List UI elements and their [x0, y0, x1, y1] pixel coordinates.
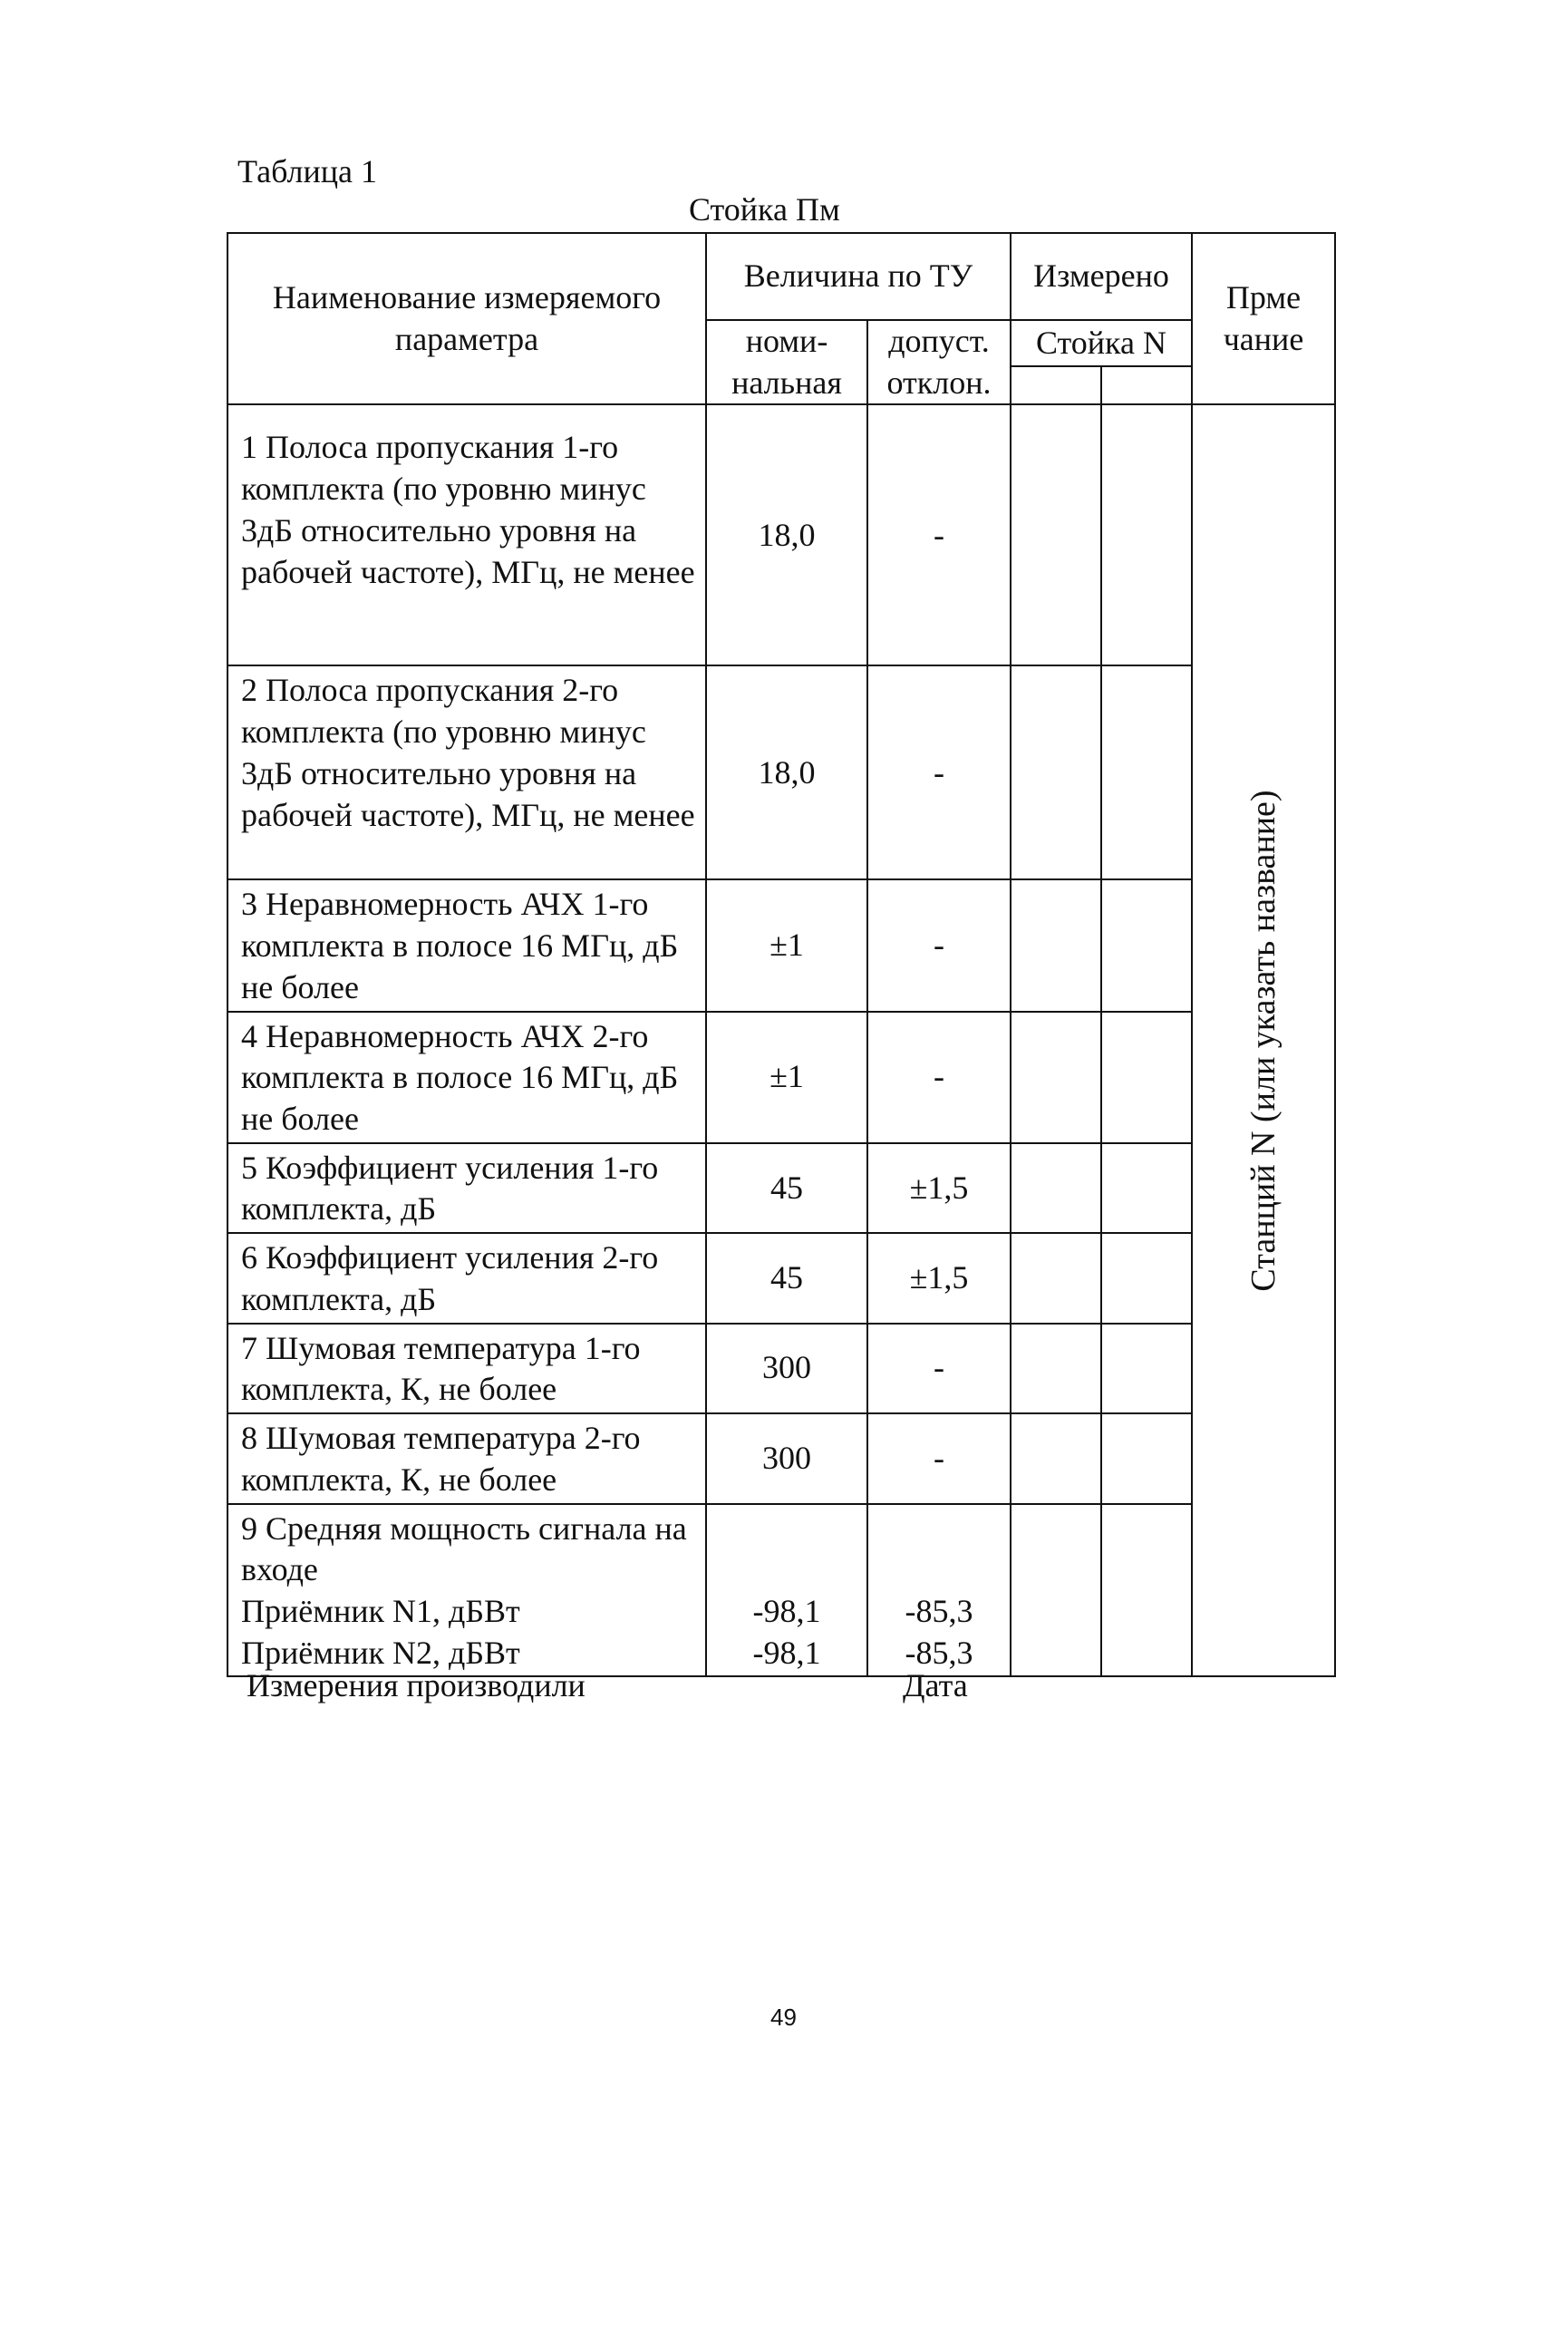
- header-parameter-name: [227, 233, 706, 404]
- row-9-tolerance-1: -85,3: [905, 1592, 973, 1629]
- table-row-7-tolerance: -: [867, 1324, 1011, 1413]
- row-9-receiver-2: Приёмник N2, дБВт: [241, 1634, 520, 1671]
- table-row-7-parameter: 7 Шумовая температура 1-го комплекта, К, не более: [227, 1324, 706, 1413]
- header-tolerance: [867, 320, 1011, 404]
- table-row-9-measured-1: [1011, 1504, 1101, 1677]
- header-tolerance-line1: допуст.: [888, 323, 990, 359]
- table-row-5-parameter: 5 Коэффициент усиления 1-го комплекта, дБ: [227, 1143, 706, 1233]
- table-row-6-parameter: 6 Коэффициент усиления 2-го комплекта, дБ: [227, 1233, 706, 1323]
- header-measured-sub2: [1101, 366, 1192, 404]
- header-rack-n: Стойка N: [1011, 320, 1192, 366]
- header-parameter-name-line2: параметра: [394, 320, 539, 357]
- table-row-2-tolerance: -: [867, 665, 1011, 879]
- table-row-2-nominal: 18,0: [706, 665, 867, 879]
- table-row-7-nominal: 300: [706, 1324, 867, 1413]
- header-tu-value: Величина по ТУ: [706, 233, 1011, 320]
- table-row-1-tolerance: -: [867, 404, 1011, 665]
- table-row-9-measured-2: [1101, 1504, 1192, 1677]
- table-row-3-measured-1: [1011, 879, 1101, 1011]
- table-row-6-measured-1: [1011, 1233, 1101, 1323]
- table-row-2-measured-1: [1011, 665, 1101, 879]
- header-measured: Измерено: [1011, 233, 1192, 320]
- table-row-5-tolerance: ±1,5: [867, 1143, 1011, 1233]
- note-cell: [1192, 404, 1335, 1676]
- table-row-6-measured-2: [1101, 1233, 1192, 1323]
- note-vertical-text: Станций N (или указать название): [1244, 790, 1282, 1292]
- measurement-table: [227, 232, 1336, 1677]
- table-row-3-parameter: 3 Неравномерность АЧХ 1-го комплекта в полосе 16 МГц, дБ не более: [227, 879, 706, 1011]
- table-row-3-nominal: ±1: [706, 879, 867, 1011]
- header-nominal-line1: номи-: [745, 323, 828, 359]
- table-subtitle: Стойка Пм: [689, 191, 840, 228]
- footer-measured-by: Измерения производили: [247, 1667, 586, 1703]
- header-nominal: [706, 320, 867, 404]
- table-row-8-parameter: 8 Шумовая температура 2-го комплекта, К, не более: [227, 1413, 706, 1503]
- row-9-receiver-1: Приёмник N1, дБВт: [241, 1592, 520, 1629]
- header-measured-sub1: [1011, 366, 1101, 404]
- table-row-4-measured-2: [1101, 1012, 1192, 1143]
- table-row-1-nominal: 18,0: [706, 404, 867, 665]
- table-row-2-measured-2: [1101, 665, 1192, 879]
- table-row-9-parameter: [227, 1504, 706, 1677]
- table-row-1-measured-1: [1011, 404, 1101, 665]
- table-row-4-measured-1: [1011, 1012, 1101, 1143]
- table-row-7-measured-1: [1011, 1324, 1101, 1413]
- header-note: [1192, 233, 1335, 404]
- header-note-line2: чание: [1223, 320, 1304, 357]
- table-row-4-tolerance: -: [867, 1012, 1011, 1143]
- row-9-nominal-1: -98,1: [752, 1592, 821, 1629]
- table-row-8-tolerance: -: [867, 1413, 1011, 1503]
- table-row-1-parameter: 1 Полоса пропускания 1-го комплекта (по уровню минус 3дБ относительно уровня на рабочей частоте), МГц, не менее: [227, 404, 706, 665]
- table-row-6-tolerance: ±1,5: [867, 1233, 1011, 1323]
- table-row-3-tolerance: -: [867, 879, 1011, 1011]
- table-row-4-nominal: ±1: [706, 1012, 867, 1143]
- table-row-9-nominal: [706, 1504, 867, 1677]
- row-9-tolerance-2: -85,3: [905, 1634, 973, 1671]
- row-9-title: 9 Средняя мощность сигнала на входе: [241, 1509, 687, 1588]
- page-number: 49: [770, 2004, 797, 2031]
- header-nominal-line2: нальная: [731, 364, 842, 401]
- table-row-1-measured-2: [1101, 404, 1192, 665]
- table-row-7-measured-2: [1101, 1324, 1192, 1413]
- table-row-2-parameter: 2 Полоса пропускания 2-го комплекта (по уровню минус 3дБ относительно уровня на рабочей частоте), МГц, не менее: [227, 665, 706, 879]
- table-row-3-measured-2: [1101, 879, 1192, 1011]
- row-9-nominal-2: -98,1: [752, 1634, 821, 1671]
- table-row-8-measured-1: [1011, 1413, 1101, 1503]
- table-row-5-measured-1: [1011, 1143, 1101, 1233]
- table-row-5-measured-2: [1101, 1143, 1192, 1233]
- table-row-4-parameter: 4 Неравномерность АЧХ 2-го комплекта в полосе 16 МГц, дБ не более: [227, 1012, 706, 1143]
- header-note-line1: Прме: [1225, 279, 1302, 315]
- table-row-5-nominal: 45: [706, 1143, 867, 1233]
- table-label: Таблица 1: [237, 153, 377, 189]
- footer-date: Дата: [903, 1667, 968, 1703]
- table-row-8-nominal: 300: [706, 1413, 867, 1503]
- header-tolerance-line2: отклон.: [886, 364, 992, 401]
- table-row-9-tolerance: [867, 1504, 1011, 1677]
- table-row-6-nominal: 45: [706, 1233, 867, 1323]
- header-parameter-name-line1: Наименование измеряемого: [272, 279, 662, 315]
- table-row-8-measured-2: [1101, 1413, 1192, 1503]
